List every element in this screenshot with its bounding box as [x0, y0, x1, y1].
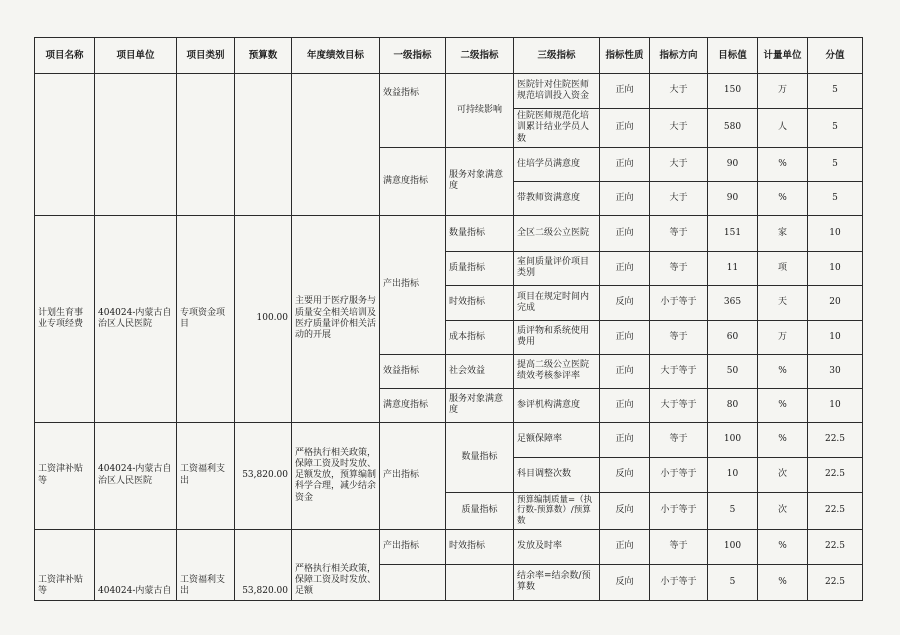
- direction-cell: 等于: [650, 422, 708, 457]
- nature-cell: 正向: [600, 74, 650, 109]
- target-cell: 151: [708, 215, 758, 251]
- project-name-cell: 工资津补贴等: [35, 529, 95, 600]
- level3-indicator: 住院医师规范化培训累计结业学员人数: [514, 109, 600, 148]
- unit-cell: 次: [758, 492, 808, 529]
- table-row: [35, 422, 863, 457]
- level2-indicator: 时效指标: [446, 529, 514, 564]
- direction-cell: 大于: [650, 109, 708, 148]
- target-cell: 580: [708, 109, 758, 148]
- level2-indicator: 时效指标: [446, 285, 514, 320]
- header-cell: 二级指标: [446, 38, 514, 74]
- score-cell: 22.5: [808, 492, 863, 529]
- header-cell: 三级指标: [514, 38, 600, 74]
- header-cell: 年度绩效目标: [292, 38, 380, 74]
- nature-cell: 反向: [600, 564, 650, 600]
- level1-indicator: 产出指标: [380, 422, 446, 529]
- direction-cell: 大于: [650, 74, 708, 109]
- goal-cell: 严格执行相关政策，保障工资及时发放、足额: [292, 529, 380, 600]
- score-cell: 22.5: [808, 529, 863, 564]
- unit-cell: %: [758, 388, 808, 422]
- level2-indicator: 成本指标: [446, 320, 514, 354]
- table-row: [35, 74, 863, 109]
- level3-indicator: 科目调整次数: [514, 457, 600, 492]
- score-cell: 5: [808, 74, 863, 109]
- project-unit-cell: 404024-内蒙古自治区人民医院: [95, 215, 177, 422]
- level1-indicator: 产出指标: [380, 215, 446, 354]
- level3-indicator: 住培学员满意度: [514, 147, 600, 181]
- score-cell: 22.5: [808, 564, 863, 600]
- score-cell: 22.5: [808, 457, 863, 492]
- goal-cell: 主要用于医疗服务与质量安全相关培训及医疗质量评价相关活动的开展: [292, 215, 380, 422]
- direction-cell: 小于等于: [650, 457, 708, 492]
- goal-cell: 严格执行相关政策，保障工资及时发放、足额发放，预算编制科学合理，减少结余资金: [292, 422, 380, 529]
- project-name-cell: 计划生育事业专项经费: [35, 215, 95, 422]
- direction-cell: 等于: [650, 320, 708, 354]
- direction-cell: 大于: [650, 181, 708, 215]
- score-cell: 10: [808, 320, 863, 354]
- unit-cell: %: [758, 354, 808, 388]
- target-cell: 11: [708, 251, 758, 285]
- score-cell: 20: [808, 285, 863, 320]
- level1-indicator: 产出指标: [380, 529, 446, 564]
- nature-cell: 正向: [600, 320, 650, 354]
- unit-cell: 万: [758, 320, 808, 354]
- unit-cell: 家: [758, 215, 808, 251]
- level2-indicator: 数量指标: [446, 422, 514, 492]
- nature-cell: 正向: [600, 354, 650, 388]
- target-cell: 80: [708, 388, 758, 422]
- unit-cell: %: [758, 564, 808, 600]
- unit-cell: 次: [758, 457, 808, 492]
- score-cell: 5: [808, 181, 863, 215]
- level2-indicator: 社会效益: [446, 354, 514, 388]
- budget-cell: 53,820.00: [235, 422, 292, 529]
- level2-indicator: 质量指标: [446, 251, 514, 285]
- header-cell: 项目单位: [95, 38, 177, 74]
- level1-indicator: 效益指标: [380, 74, 446, 148]
- level3-indicator: 项目在规定时间内完成: [514, 285, 600, 320]
- unit-cell: %: [758, 529, 808, 564]
- level3-indicator: 全区二级公立医院: [514, 215, 600, 251]
- direction-cell: 大于等于: [650, 354, 708, 388]
- project-category-cell: 专项资金项目: [177, 215, 235, 422]
- project-category-cell: 工资福利支出: [177, 422, 235, 529]
- nature-cell: 反向: [600, 492, 650, 529]
- project-name-cell: 工资津补贴等: [35, 422, 95, 529]
- header-cell: 项目类别: [177, 38, 235, 74]
- budget-cell: [235, 74, 292, 216]
- unit-cell: %: [758, 147, 808, 181]
- unit-cell: %: [758, 181, 808, 215]
- nature-cell: 正向: [600, 181, 650, 215]
- nature-cell: 正向: [600, 215, 650, 251]
- nature-cell: 反向: [600, 457, 650, 492]
- nature-cell: 正向: [600, 422, 650, 457]
- target-cell: 90: [708, 147, 758, 181]
- target-cell: 150: [708, 74, 758, 109]
- header-cell: 分值: [808, 38, 863, 74]
- nature-cell: 正向: [600, 147, 650, 181]
- level2-indicator: [446, 564, 514, 600]
- level3-indicator: 带教师资满意度: [514, 181, 600, 215]
- unit-cell: 万: [758, 74, 808, 109]
- target-cell: 60: [708, 320, 758, 354]
- table-row: [35, 529, 863, 564]
- project-name-cell: [35, 74, 95, 216]
- header-cell: 一级指标: [380, 38, 446, 74]
- level2-indicator: 服务对象满意度: [446, 147, 514, 215]
- direction-cell: 小于等于: [650, 285, 708, 320]
- header-cell: 计量单位: [758, 38, 808, 74]
- header-cell: 指标性质: [600, 38, 650, 74]
- nature-cell: 正向: [600, 529, 650, 564]
- level1-indicator: 效益指标: [380, 354, 446, 388]
- level2-indicator: 质量指标: [446, 492, 514, 529]
- level1-indicator: 满意度指标: [380, 388, 446, 422]
- header-cell: 项目名称: [35, 38, 95, 74]
- level3-indicator: 质评物和系统使用费用: [514, 320, 600, 354]
- score-cell: 10: [808, 215, 863, 251]
- level3-indicator: 足额保障率: [514, 422, 600, 457]
- score-cell: 5: [808, 147, 863, 181]
- level3-indicator: 预算编制质量=（执行数-预算数）/预算数: [514, 492, 600, 529]
- level1-indicator: [380, 564, 446, 600]
- nature-cell: 正向: [600, 109, 650, 148]
- nature-cell: 正向: [600, 251, 650, 285]
- direction-cell: 小于等于: [650, 492, 708, 529]
- header-cell: 指标方向: [650, 38, 708, 74]
- target-cell: 5: [708, 492, 758, 529]
- target-cell: 100: [708, 422, 758, 457]
- unit-cell: 人: [758, 109, 808, 148]
- direction-cell: 大于: [650, 147, 708, 181]
- direction-cell: 大于等于: [650, 388, 708, 422]
- unit-cell: 项: [758, 251, 808, 285]
- level2-indicator: 可持续影响: [446, 74, 514, 148]
- level3-indicator: 提高二级公立医院绩效考核参评率: [514, 354, 600, 388]
- nature-cell: 正向: [600, 388, 650, 422]
- level2-indicator: 数量指标: [446, 215, 514, 251]
- table-row: [35, 215, 863, 251]
- header-cell: 预算数: [235, 38, 292, 74]
- level1-indicator: 满意度指标: [380, 147, 446, 215]
- budget-cell: 100.00: [235, 215, 292, 422]
- score-cell: 5: [808, 109, 863, 148]
- project-unit-cell: 404024-内蒙古自: [95, 529, 177, 600]
- target-cell: 10: [708, 457, 758, 492]
- target-cell: 50: [708, 354, 758, 388]
- score-cell: 10: [808, 251, 863, 285]
- score-cell: 10: [808, 388, 863, 422]
- unit-cell: %: [758, 422, 808, 457]
- level3-indicator: 医院针对住院医师规范培训投入资金: [514, 74, 600, 109]
- target-cell: 365: [708, 285, 758, 320]
- performance-table: [34, 37, 863, 601]
- target-cell: 5: [708, 564, 758, 600]
- project-unit-cell: [95, 74, 177, 216]
- direction-cell: 小于等于: [650, 564, 708, 600]
- target-cell: 100: [708, 529, 758, 564]
- header-cell: 目标值: [708, 38, 758, 74]
- target-cell: 90: [708, 181, 758, 215]
- level3-indicator: 发放及时率: [514, 529, 600, 564]
- level2-indicator: 服务对象满意度: [446, 388, 514, 422]
- unit-cell: 天: [758, 285, 808, 320]
- direction-cell: 等于: [650, 215, 708, 251]
- project-category-cell: 工资福利支出: [177, 529, 235, 600]
- project-category-cell: [177, 74, 235, 216]
- direction-cell: 等于: [650, 529, 708, 564]
- goal-cell: [292, 74, 380, 216]
- nature-cell: 反向: [600, 285, 650, 320]
- header-row: [35, 38, 863, 74]
- direction-cell: 等于: [650, 251, 708, 285]
- level3-indicator: 参评机构满意度: [514, 388, 600, 422]
- score-cell: 22.5: [808, 422, 863, 457]
- level3-indicator: 室间质量评价项目类别: [514, 251, 600, 285]
- budget-cell: 53,820.00: [235, 529, 292, 600]
- project-unit-cell: 404024-内蒙古自治区人民医院: [95, 422, 177, 529]
- level3-indicator: 结余率=结余数/预算数: [514, 564, 600, 600]
- score-cell: 30: [808, 354, 863, 388]
